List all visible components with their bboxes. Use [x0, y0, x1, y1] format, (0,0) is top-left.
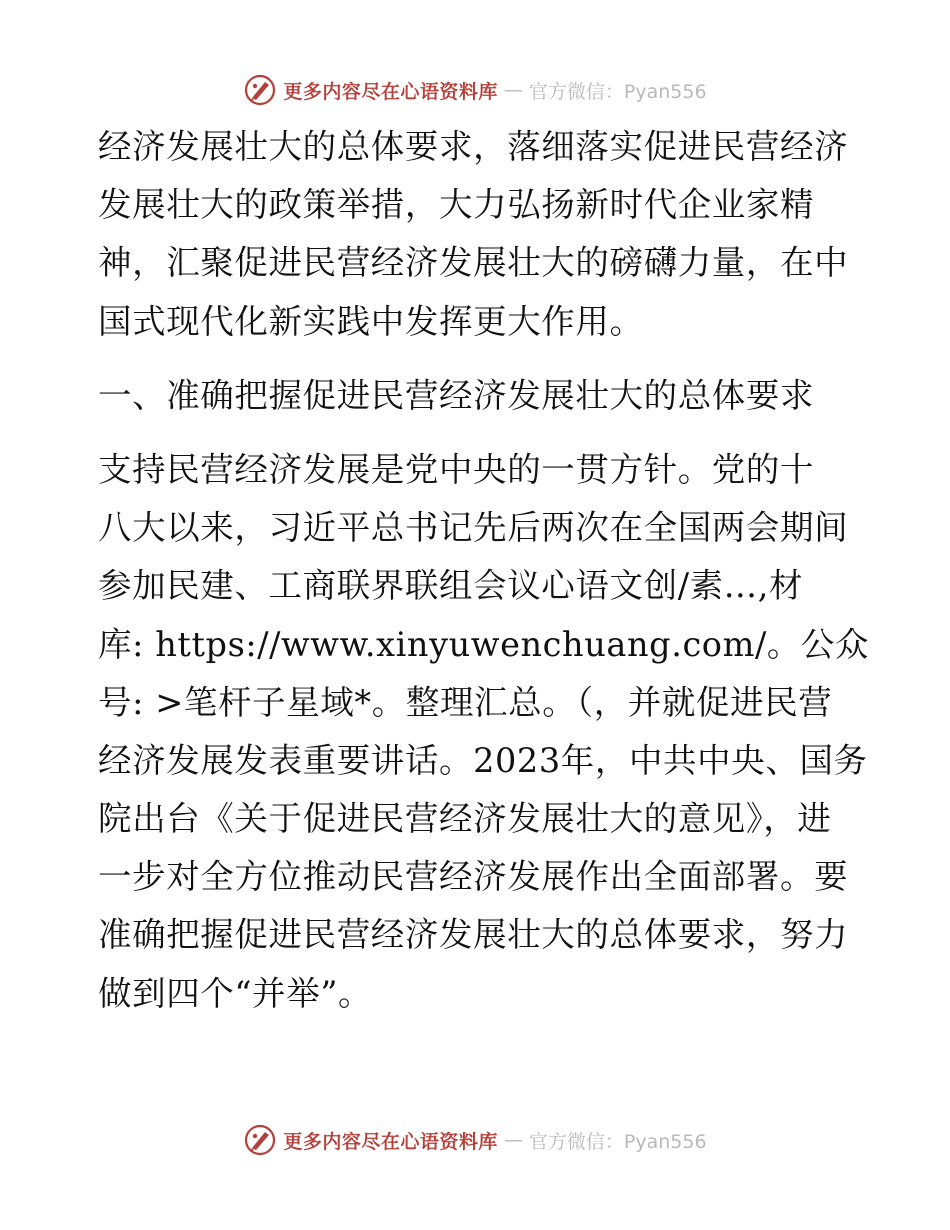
text-line: 做到四个“并举”。 — [98, 973, 373, 1013]
banner-separator: — — [503, 1129, 523, 1151]
text-line: 号: >笔杆子星域*。整理汇总。（，并就促进民营 — [98, 682, 833, 722]
header-banner — [0, 70, 950, 110]
text-line: 八大以来，习近平总书记先后两次在全国两会期间 — [98, 508, 849, 548]
spacer — [98, 351, 858, 367]
text-line: 经济发展壮大的总体要求，落细落实促进民营经济 — [98, 127, 849, 166]
text-line: 神，汇聚促进民营经济发展壮大的磅礴力量，在中 — [98, 243, 849, 283]
document-body — [98, 118, 870, 1023]
text-line: 库: https://www.xinyuwenchuang.com/。公众 — [98, 624, 870, 664]
text-line: 准确把握促进民营经济发展壮大的总体要求，努力 — [98, 915, 849, 955]
text-line: 支持民营经济发展是党中央的一贯方针。党的十 — [98, 449, 815, 489]
text-line: 发展壮大的政策举措，大力弘扬新时代企业家精 — [98, 185, 815, 225]
banner-wechat-text: 官方微信：Pyan556 — [528, 1130, 707, 1153]
quill-logo-icon — [243, 73, 277, 107]
text-line: 一步对全方位推动民营经济发展作出全面部署。要 — [98, 857, 849, 897]
banner-main-text: 更多内容尽在心语资料库 — [283, 1130, 498, 1153]
text-line: 经济发展发表重要讲话。2023年，中共中央、国务 — [98, 740, 868, 780]
spacer — [98, 425, 858, 441]
section-heading: 一、准确把握促进民营经济发展壮大的总体要求 — [98, 375, 815, 415]
banner-separator: — — [503, 79, 523, 101]
body-paragraph — [98, 441, 870, 1023]
text-line: 国式现代化新实践中发挥更大作用。 — [98, 301, 644, 341]
quill-logo-icon — [243, 1123, 277, 1157]
banner-main-text: 更多内容尽在心语资料库 — [283, 80, 498, 103]
banner-wechat-text: 官方微信：Pyan556 — [528, 80, 707, 103]
footer-banner — [0, 1120, 950, 1160]
text-line: 院出台《关于促进民营经济发展壮大的意见》，进 — [98, 799, 832, 839]
intro-paragraph — [98, 118, 858, 351]
text-line: 参加民建、工商联界联组会议心语文创/素…,材 — [98, 566, 804, 606]
